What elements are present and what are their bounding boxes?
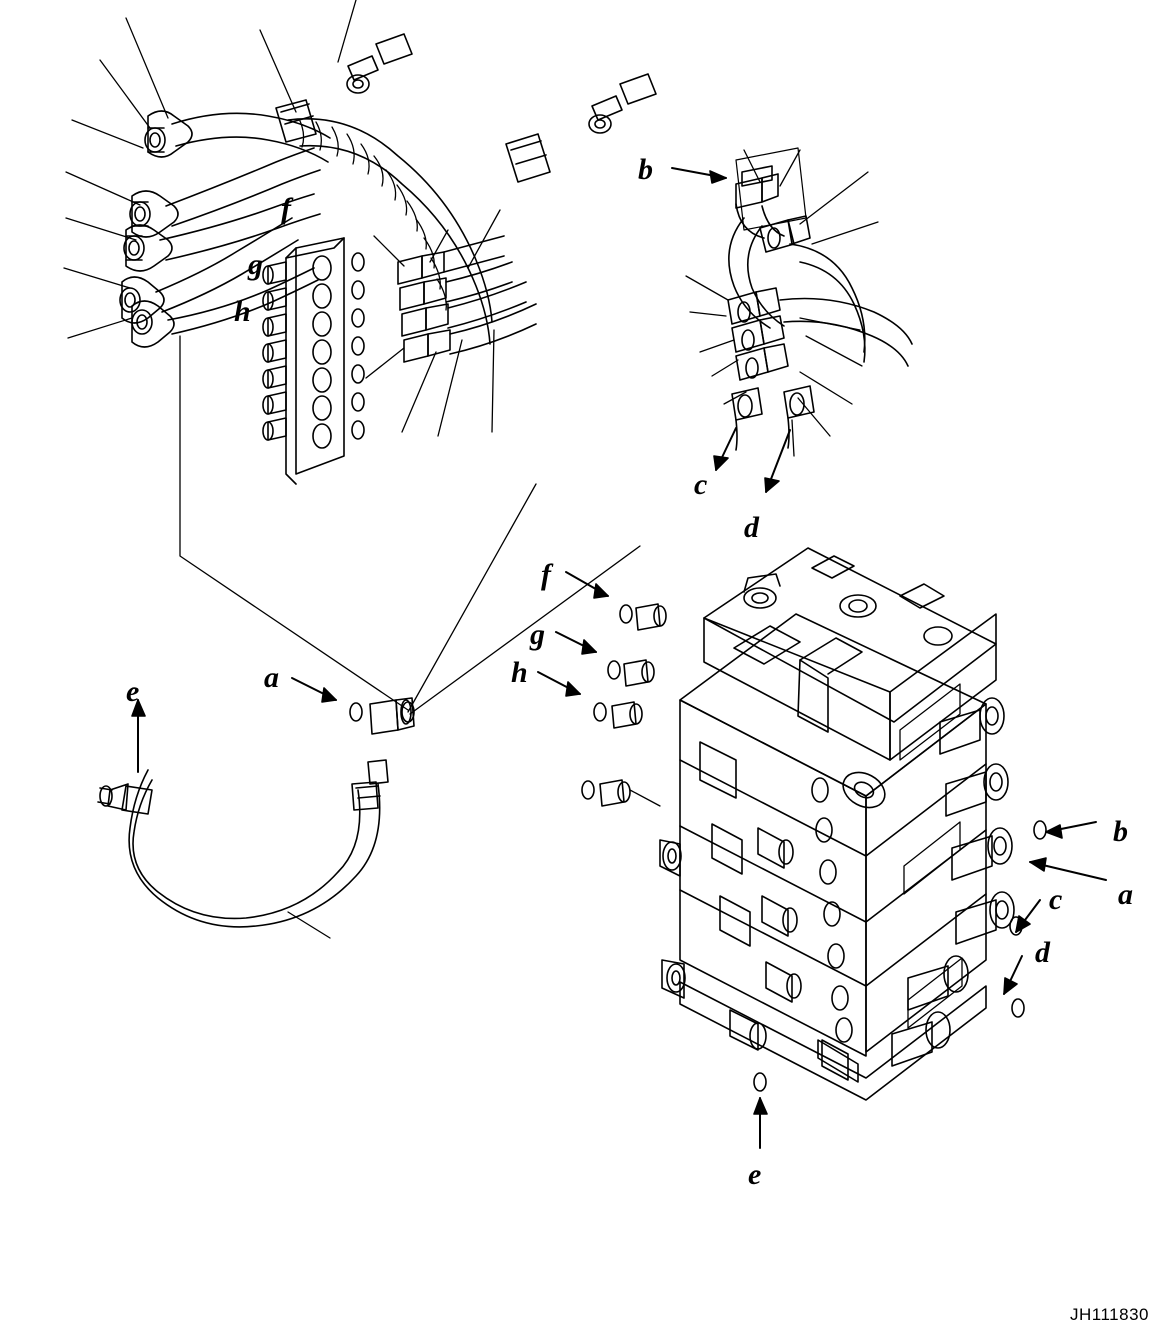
fitting-bottom-d bbox=[784, 386, 814, 448]
valve-right-panels bbox=[900, 684, 962, 1028]
hose-harness-upper-left bbox=[120, 34, 656, 347]
hose-assembly-lower-left bbox=[98, 675, 414, 938]
callout-g-upper: g bbox=[248, 248, 263, 281]
callout-c-valve: c bbox=[1049, 883, 1063, 916]
leader-lines-upper-middle bbox=[366, 210, 500, 436]
fitting-cluster-right bbox=[728, 288, 788, 380]
hose-group-upper-right bbox=[672, 148, 912, 492]
part-code-label: JH111830 bbox=[1070, 1305, 1149, 1324]
valve-left-ports bbox=[660, 840, 685, 998]
elbow-fitting-4 bbox=[120, 277, 164, 323]
bolt-2 bbox=[589, 74, 656, 133]
callout-b-upper: b bbox=[638, 153, 653, 186]
callout-g-valve: g bbox=[530, 618, 545, 651]
callout-e-hose: e bbox=[126, 675, 140, 708]
callout-a-valve: a bbox=[1118, 878, 1133, 911]
hose-clamp-2 bbox=[506, 134, 550, 182]
hose-clamp-1 bbox=[276, 100, 316, 142]
callout-h-valve: h bbox=[511, 656, 528, 689]
control-valve-stack bbox=[660, 548, 1014, 1100]
callout-f-valve: f bbox=[541, 558, 551, 591]
callout-h-upper: h bbox=[234, 295, 251, 328]
valve-front-details bbox=[700, 742, 852, 1042]
callout-d-valve: d bbox=[1035, 936, 1050, 969]
valve-callout-arrows bbox=[754, 821, 1106, 1148]
manifold-block bbox=[263, 238, 364, 484]
o-ring-column bbox=[352, 253, 364, 439]
hose-end-cluster-left bbox=[398, 236, 536, 362]
callout-b-valve: b bbox=[1113, 815, 1128, 848]
leader-lines-upper-left bbox=[64, 0, 356, 338]
callout-c-upper: c bbox=[694, 468, 708, 501]
callout-a-hose: a bbox=[264, 661, 279, 694]
callout-f-upper: f bbox=[281, 192, 291, 225]
valve-front-adapters bbox=[730, 828, 848, 1080]
callout-d-upper: d bbox=[744, 511, 759, 544]
bolt-1 bbox=[347, 34, 412, 93]
long-leader-lines bbox=[180, 336, 640, 714]
hose-end-fitting-left bbox=[98, 784, 152, 814]
manifold-sockets bbox=[313, 256, 331, 448]
manifold-ports bbox=[263, 262, 286, 440]
callout-e-valve: e bbox=[748, 1158, 762, 1191]
